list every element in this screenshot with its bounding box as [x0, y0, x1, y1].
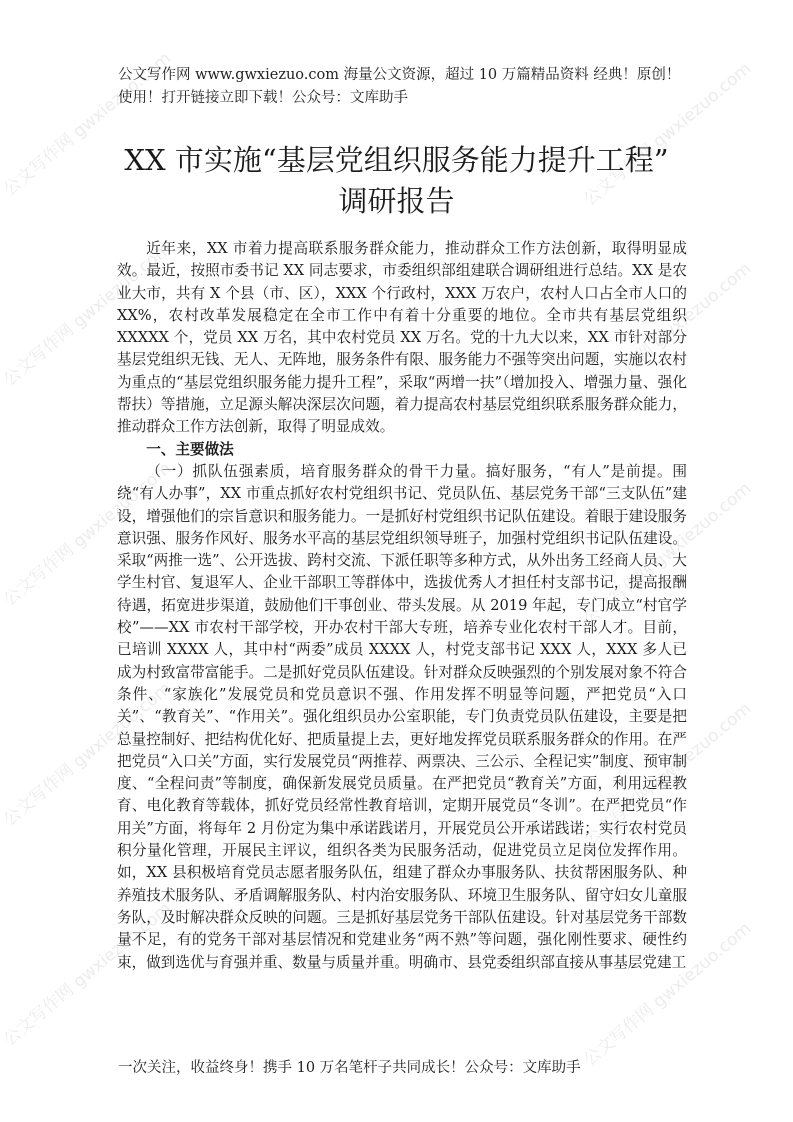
watermark-text: 公文写作网 gwxiezuo.com: [579, 258, 756, 411]
watermark-text: 公文写作网 gwxiezuo.com: [579, 918, 756, 1071]
watermark-text: 公文写作网 gwxiezuo.com: [579, 698, 756, 851]
intro-paragraph: 近年来，XX 市着力提高联系服务群众能力，推动群众工作方法创新，取得明显成效。最近，按照市委书记 XX 同志要求，市委组织部组建联合调研组进行总结。XX 是农业大市，共有 X 个县（市、区），XXX 个行政村，XXX 万农户，农村人口占全市人口的 XX%，农村改革发展稳定在全市工作中有着十分重要的地位。全市共有基层党组织 XXXXX 个，党员 XX 万名，其中农村党员 XX 万名。党的十九大以来，XX 市针对部分基层党组织无钱、无人、无阵地，服务条件有限、服务能力不强等突出问题，实施以农村为重点的“基层党组织服务能力提升工程”，采取“两增一扶”（增加投入、增强力量、强化帮扶）等措施，立足源头解决深层次问题，着力提高农村基层党组织联系服务群众能力，推动群众工作方法创新，取得了明显成效。: [117, 240, 687, 436]
body-paragraph: （一）抓队伍强素质，培育服务群众的骨干力量。搞好服务，“有人”是前提。围绕“有人办事”，XX 市重点抓好农村党组织书记、党员队伍、基层党务干部“三支队伍”建设，增强他们的宗旨意识和服务能力。一是抓好村党组织书记队伍建设。着眼于建设服务意识强、服务作风好、服务水平高的基层党组织领导班子，加强村党组织书记队伍建设。采取“两推一选”、公开选拔、跨村交流、下派任职等多种方式，从外出务工经商人员、大学生村官、复退军人、企业干部职工等群体中，选拔优秀人才担任村支部书记，提高报酬待遇，拓宽进步渠道，鼓励他们干事创业、带头发展。从 2019 年起，专门成立“村官学校”——XX 市农村干部学校，开办农村干部大专班，培养专业化农村干部人才。目前，已培训 XXXX 人，其中村“两委”成员 XXXX 人，村党支部书记 XXX 人，XXX 多人已成为村致富带富能手。二是抓好党员队伍建设。针对群众反映强烈的个别发展对象不符合条件、“家族化”发展党员和党员意识不强、作用发挥不明显等问题，严把党员“入口关”、“教育关”、“作用关”。强化组织员办公室职能，专门负责党员队伍建设，主要是把总量控制好、把结构优化好、把质量提上去，更好地发挥党员联系服务群众的作用。在严把党员“入口关”方面，实行发展党员“两推荐、两票决、三公示、全程记实”制度、预审制度、“全程问责”等制度，确保新发展党员质量。在严把党员“教育关”方面，利用远程教育、电化教育等载体，抓好党员经常性教育培训，定期开展党员“冬训”。在严把党员“作用关”方面，将每年 2 月份定为集中承诺践诺月，开展党员公开承诺践诺；实行农村党员积分量化管理，开展民主评议，组织各类为民服务活动，促进党员立足岗位发挥作用。如，XX 县积极培育党员志愿者服务队伍，组建了群众办事服务队、扶贫帮困服务队、种养殖技术服务队、矛盾调解服务队、村内治安服务队、环境卫生服务队、留守妇女儿童服务队，及时解决群众反映的问题。三是抓好基层党务干部队伍建设。针对基层党务干部数量不足，有的党务干部对基层情况和党建业务“两不熟”等问题，强化刚性要求、硬性约束，做到选优与育强并重、数量与质量并重。明确市、县党委组织部直接从事基层党建工: [117, 462, 687, 971]
watermark-text: 公文写作网 gwxiezuo.com: [0, 678, 176, 831]
watermark-text: 公文写作网 gwxiezuo.com: [0, 898, 176, 1051]
watermark-text: 公文写作网 gwxiezuo.com: [579, 58, 756, 211]
header-notice: 公文写作网 www.gwxiezuo.com 海量公文资源，超过 10 万篇精品资料 经典！原创！使用！打开链接立即下载！公众号：文库助手: [118, 67, 681, 106]
footer-notice: 一次关注，收益终身！携手 10 万名笔杆子共同成长！公众号：文库助手: [118, 1060, 581, 1076]
watermark-text: 公文写作网 gwxiezuo.com: [0, 238, 176, 391]
section-heading: 一、主要做法: [146, 440, 234, 458]
document-body: [117, 238, 687, 974]
watermark-text: 公文写作网 gwxiezuo.com: [579, 478, 756, 631]
document-title: [60, 140, 733, 222]
watermark-text: 公文写作网 gwxiezuo.com: [0, 458, 176, 611]
title-line-1: XX 市实施“基层党组织服务能力提升工程”: [124, 143, 669, 177]
title-line-2: 调研报告: [338, 184, 455, 218]
watermark-text: 公文写作网 gwxiezuo.com: [0, 48, 176, 201]
